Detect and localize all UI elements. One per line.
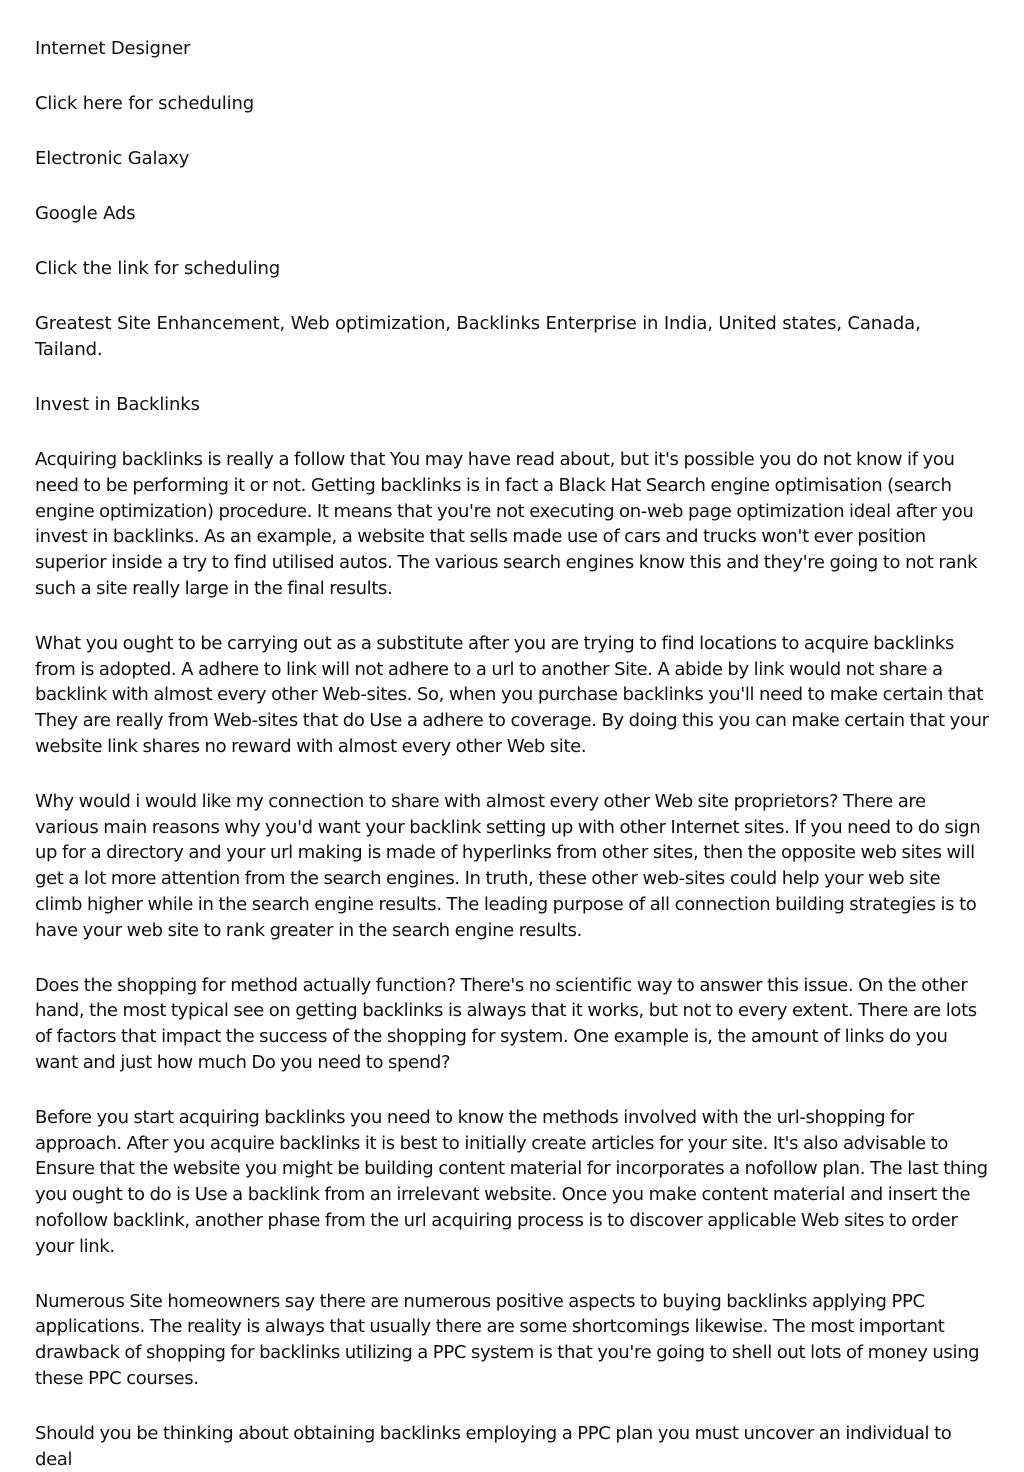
paragraph: Numerous Site homeowners say there are numerous positive aspects to buying backlinks applying PPC applications. The reality is always that usually there are some shortcomings likewise. The most important drawback of shopping for backlinks utilizing a PPC system is that you're going to shell out lots of money using these PPC courses. bbox=[35, 1290, 980, 1389]
link-click-link-scheduling[interactable]: Click the link for scheduling bbox=[35, 258, 280, 279]
link-list bbox=[35, 36, 990, 282]
link-click-here-scheduling[interactable]: Click here for scheduling bbox=[35, 93, 255, 114]
section-heading: Invest in Backlinks bbox=[35, 394, 200, 415]
paragraph: Acquiring backlinks is really a follow that You may have read about, but it's possible you do not know if you need to be performing it or not. Getting backlinks is in fact a Black Hat Search engine optimisation (search engine optimization) procedure. It means that you're not executing on-web page optimization ideal after you invest in backlinks. As an example, a website that sells made use of cars and trucks won't ever position superior inside a try to find utilised autos. The various search engines know this and they're going to not rank such a site really large in the final results. bbox=[35, 449, 978, 599]
paragraph: Should you be thinking about obtaining backlinks employing a PPC plan you must uncover an individual to deal bbox=[35, 1422, 952, 1470]
link-google-ads[interactable]: Google Ads bbox=[35, 203, 136, 224]
paragraph: Before you start acquiring backlinks you need to know the methods involved with the url-shopping for approach. After you acquire backlinks it is best to initially create articles for your site. It's also advisable to Ensure that the website you might be building content material for incorporates a nofollow plan. The last thing you ought to do is Use a backlink from an irrelevant website. Once you make content material and insert the nofollow backlink, another phase from the url acquiring process is to discover applicable Web sites to order your link. bbox=[35, 1106, 988, 1257]
link-electronic-galaxy[interactable]: Electronic Galaxy bbox=[35, 148, 190, 169]
article-body bbox=[35, 447, 990, 1472]
tagline: Greatest Site Enhancement, Web optimization, Backlinks Enterprise in India, United states, Canada, Tailand. bbox=[35, 313, 921, 360]
paragraph: What you ought to be carrying out as a substitute after you are trying to find locations to acquire backlinks from is adopted. A adhere to link will not adhere to a url to another Site. A abide by link would not share a backlink with almost every other Web-sites. So, when you purchase backlinks you'll need to make certain that They are really from Web-sites that do Use a adhere to coverage. By doing this you can make certain that your website link shares no reward with almost every other Web site. bbox=[35, 632, 989, 757]
paragraph: Why would i would like my connection to share with almost every other Web site proprietors? There are various main reasons why you'd want your backlink setting up with other Internet sites. If you need to do sign up for a directory and your url making is made of hyperlinks from other sites, then the opposite web sites will get a lot more attention from the search engines. In truth, these other web-sites could help your web site climb higher while in the search engine results. The leading purpose of all connection building strategies is to have your web site to rank greater in the search engine results. bbox=[35, 790, 981, 941]
link-internet-designer[interactable]: Internet Designer bbox=[35, 38, 191, 59]
paragraph: Does the shopping for method actually function? There's no scientific way to answer this issue. On the other hand, the most typical see on getting backlinks is always that it works, but not to every extent. There are lots of factors that impact the success of the shopping for system. One example is, the amount of links do you want and just how much Do you need to spend? bbox=[35, 974, 977, 1073]
